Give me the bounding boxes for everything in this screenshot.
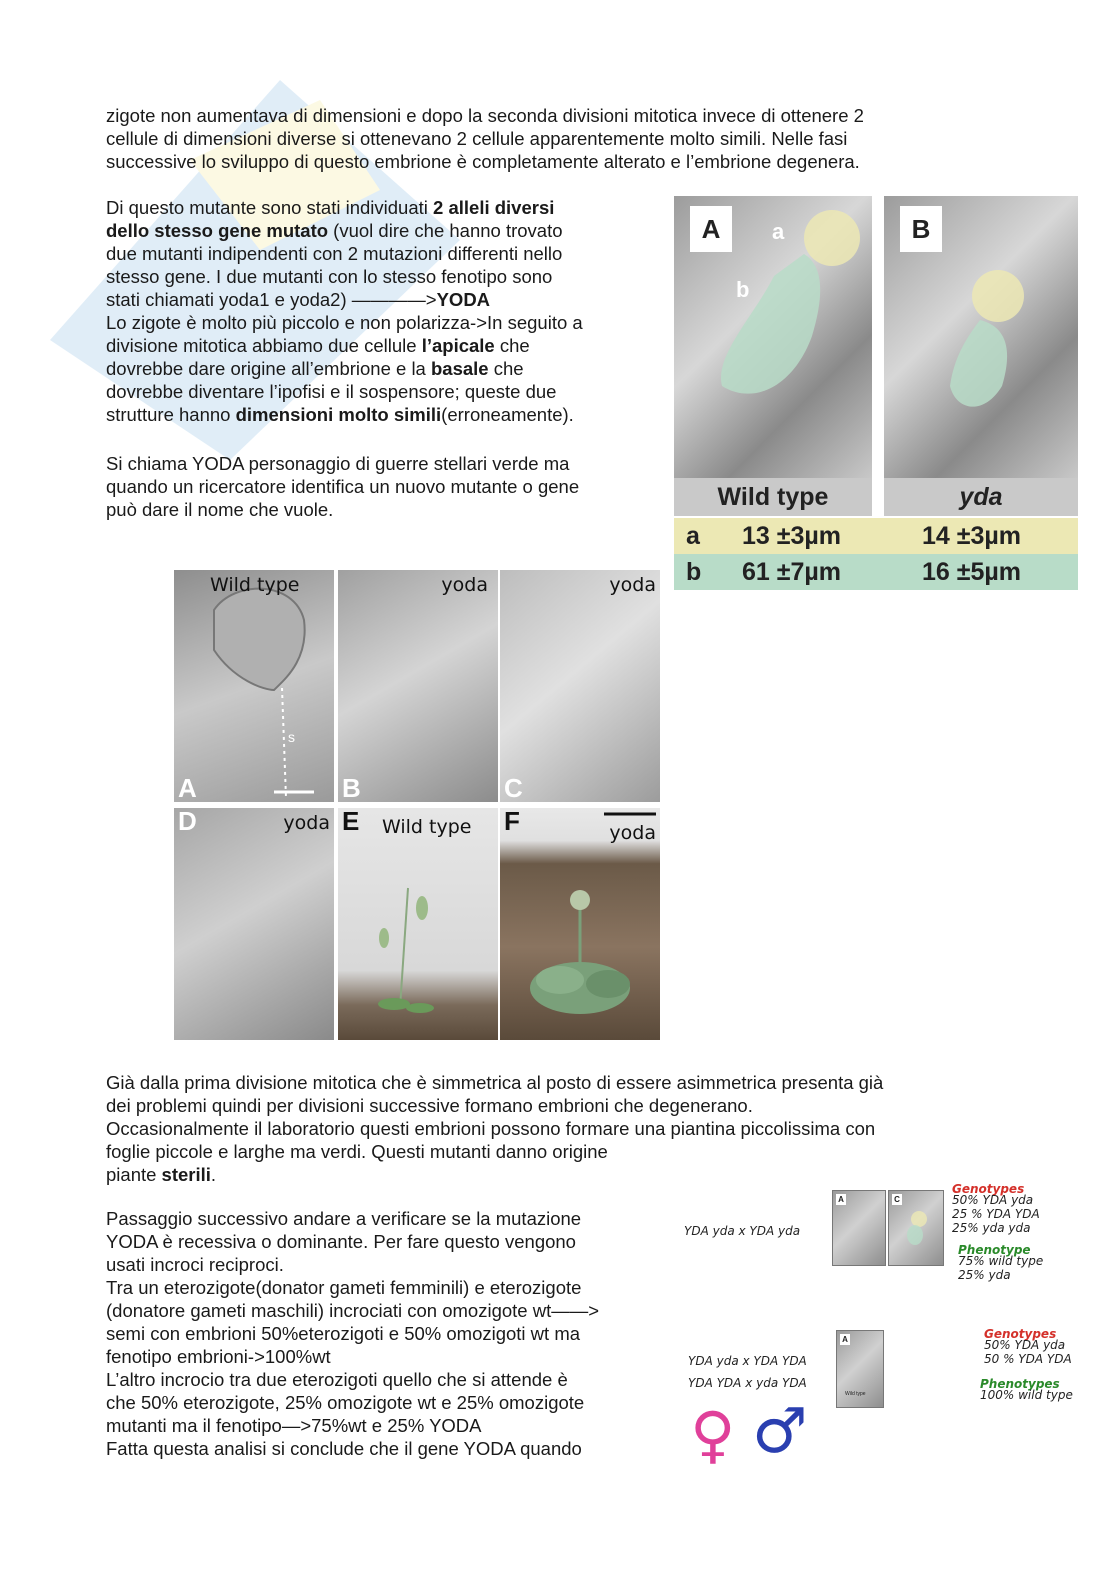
panel-letter: D [178, 808, 197, 836]
panel-a-micrograph [174, 570, 334, 802]
value-wild-type: 13 ±3µm [742, 522, 842, 550]
thumb-micrograph [888, 1190, 944, 1266]
panel-title: yoda [441, 574, 488, 596]
text-fragment: che [494, 335, 530, 356]
thumb-letter: A [836, 1194, 846, 1205]
text-line: due mutanti indipendenti con 2 mutazioni differenti nello [106, 243, 563, 264]
text-line: semi con embrioni 50%eterozigoti e 50% omozigoti wt ma [106, 1323, 581, 1344]
panel-letter: E [342, 808, 360, 836]
thumb-micrograph [836, 1330, 884, 1408]
panel-title: Wild type [382, 816, 472, 838]
text-line: fenotipo embrioni->100%wt [106, 1346, 331, 1367]
text-line: Già dalla prima divisione mitotica che è simmetrica al posto di essere asimmetrica presenta già [106, 1072, 884, 1093]
text-line: Fatta questa analisi si conclude che il gene YODA quando [106, 1438, 582, 1459]
table-row-basal [674, 554, 1078, 590]
panel-title: yoda [283, 812, 330, 834]
text-line: zigote non aumentava di dimensioni e dopo la seconda divisioni mitotica invece di ottenere 2 [106, 105, 864, 126]
text-line: Tra un eterozigote(donator gameti femminili) e eterozigote [106, 1277, 582, 1298]
text-bold: YODA [436, 289, 491, 310]
text-bold: 2 alleli diversi [433, 197, 555, 218]
text-line: usati incroci reciproci. [106, 1254, 284, 1275]
micrograph-yda [884, 196, 1078, 478]
panel-d-micrograph [174, 808, 334, 1040]
text-bold: l’apicale [421, 335, 495, 356]
genotypes-title: Genotypes [952, 1182, 1025, 1196]
text-fragment: dovrebbe dare origine all’embrione e la [106, 358, 431, 379]
text-line: quando un ricercatore identifica un nuovo mutante o gene [106, 476, 580, 497]
male-symbol-icon: ♂ [752, 1394, 808, 1467]
text-line: foglie piccole e larghe ma verdi. Questi mutanti danno origine [106, 1141, 608, 1162]
figure-embryo-phenotypes [174, 570, 660, 1042]
genotype-line: 50% YDA yda [952, 1193, 1034, 1207]
phenotype-title: Phenotype [958, 1243, 1031, 1257]
text-fragment: stati chiamati yoda1 e yoda2) ————> [106, 289, 437, 310]
column-header-yda: yda [884, 478, 1078, 516]
column-header-wild-type: Wild type [674, 478, 872, 516]
text-fragment: divisione mitotica abbiamo due cellule [106, 335, 422, 356]
phenotype-line: 100% wild type [980, 1388, 1073, 1402]
thumb-caption: Wild type [845, 1391, 866, 1397]
panel-f-plant-photo [500, 808, 660, 1040]
text-fragment: (vuol dire che hanno trovato [328, 220, 563, 241]
panel-e-plant-photo [338, 808, 498, 1040]
thumb-letter: A [840, 1334, 850, 1345]
cross2-reciprocal-label: YDA YDA x yda YDA [688, 1376, 807, 1390]
row-label: a [686, 522, 700, 550]
text-line: mutanti ma il fenotipo—>75%wt e 25% YODA [106, 1415, 482, 1436]
suspensor-label: s [288, 729, 295, 745]
cross2-label: YDA yda x YDA YDA [688, 1354, 807, 1368]
text-line: che 50% eterozigote, 25% omozigote wt e 25% omozigote [106, 1392, 585, 1413]
value-yda: 16 ±5µm [922, 558, 1022, 586]
phenotype-title: Phenotypes [980, 1377, 1060, 1391]
paragraph-yoda-name [106, 452, 666, 521]
text-fragment: (erroneamente). [441, 404, 574, 425]
text-line: L’altro incrocio tra due eterozigoti quello che si attende è [106, 1369, 568, 1390]
text-line: stesso gene. I due mutanti con lo stesso fenotipo sono [106, 266, 553, 287]
panel-label: A [690, 206, 732, 252]
text-line: dei problemi quindi per divisioni successive formano embrioni che degenerano. [106, 1095, 753, 1116]
paragraph-mitotic-division [106, 1071, 1006, 1186]
text-line: Passaggio successivo andare a verificare se la mutazione [106, 1208, 582, 1229]
text-line: può dare il nome che vuole. [106, 499, 334, 520]
text-fragment: strutture hanno [106, 404, 236, 425]
text-fragment: Di questo mutante sono stati individuati [106, 197, 434, 218]
micrograph-wild-type [674, 196, 872, 478]
panel-title: Wild type [210, 574, 300, 596]
text-line: successive lo sviluppo di questo embrione è completamente alterato e l’embrione degenera. [106, 151, 860, 172]
text-line: dovrebbe diventare l’ipofisi e il sospensore; queste due [106, 381, 557, 402]
paragraph-intro [106, 104, 864, 173]
text-line: (donatore gameti maschili) incrociati con omozigote wt——> [106, 1300, 600, 1321]
genotype-line: 25% yda yda [952, 1221, 1031, 1235]
text-line: Occasionalmente il laboratorio questi embrioni possono formare una piantina piccolissima con [106, 1118, 876, 1139]
value-yda: 14 ±3µm [922, 522, 1022, 550]
text-line: YODA è recessiva o dominante. Per fare questo vengono [106, 1231, 576, 1252]
female-symbol-icon: ♀ [690, 1398, 736, 1471]
thumb-micrograph [832, 1190, 886, 1266]
paragraph-alleles [106, 196, 666, 426]
table-row-apical [674, 518, 1078, 554]
text-fragment: che [488, 358, 524, 379]
embryo-outline [174, 570, 334, 802]
panel-letter: A [178, 773, 197, 802]
phenotype-line: 25% yda [958, 1268, 1011, 1282]
phenotype-line: 75% wild type [958, 1254, 1044, 1268]
text-bold: dimensioni molto simili [235, 404, 442, 425]
plant-illustration [338, 808, 498, 1040]
panel-title: yoda [609, 574, 656, 596]
figure-cell-size-comparison [674, 196, 1078, 590]
text-line: Si chiama YODA personaggio di guerre stellari verde ma [106, 453, 570, 474]
paragraph-reciprocal-crosses [106, 1207, 676, 1460]
text-line: Lo zigote è molto più piccolo e non polarizza->In seguito a [106, 312, 583, 333]
cells-overlay [889, 1191, 943, 1265]
genotype-line: 50% YDA yda [984, 1338, 1066, 1352]
panel-label: B [900, 206, 942, 252]
panel-c-micrograph [500, 570, 660, 802]
genotypes-title: Genotypes [984, 1327, 1057, 1341]
text-bold: basale [430, 358, 489, 379]
cell-label-basal: b [736, 277, 750, 302]
panel-title: yoda [609, 822, 656, 844]
text-fragment: . [210, 1164, 217, 1185]
panel-letter: F [504, 808, 520, 836]
genotype-line: 50 % YDA YDA [984, 1352, 1072, 1366]
text-line: cellule di dimensioni diverse si ottenevano 2 cellule apparentemente molto simili. Nelle fasi [106, 128, 848, 149]
row-label: b [686, 558, 702, 586]
text-bold: dello stesso gene mutato [106, 220, 329, 241]
thumb-letter: C [892, 1194, 902, 1205]
genotype-line: 25 % YDA YDA [952, 1207, 1040, 1221]
cell-label-apical: a [772, 219, 785, 244]
text-bold: sterili [161, 1164, 211, 1185]
panel-letter: B [342, 773, 361, 802]
panel-b-micrograph [338, 570, 498, 802]
cross1-label: YDA yda x YDA yda [684, 1224, 801, 1238]
text-fragment: piante [106, 1164, 162, 1185]
value-wild-type: 61 ±7µm [742, 558, 842, 586]
panel-letter: C [504, 773, 523, 802]
